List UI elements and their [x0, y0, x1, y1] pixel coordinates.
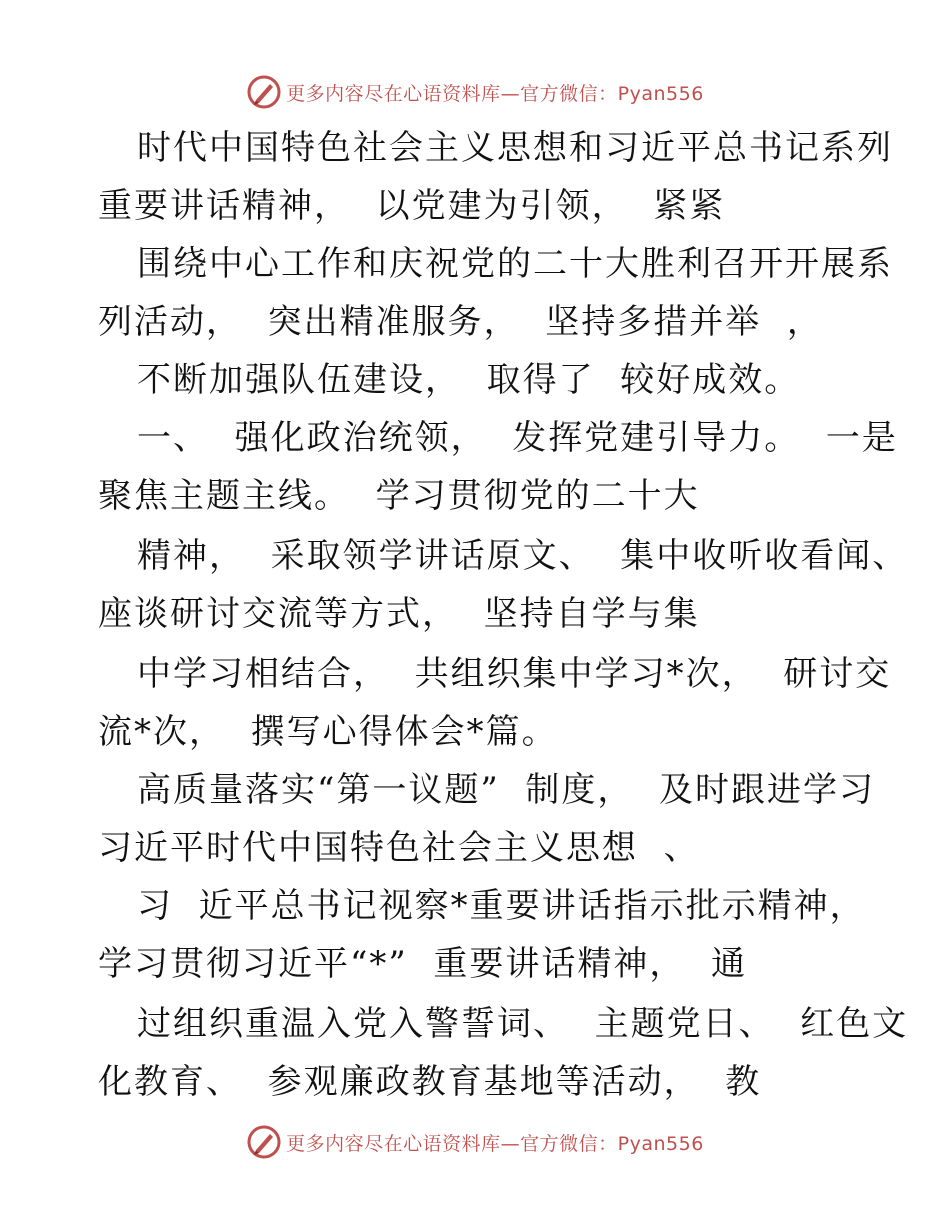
- text-line: 过组织重温入党入警誓词、 主题党日、 红色文: [137, 1004, 909, 1044]
- text-line: 化教育、 参观廉政教育基地等活动， 教: [98, 1062, 762, 1102]
- footer-watermark: [0, 1122, 950, 1162]
- text-line: 不断加强队伍建设， 取得了 较好成效。: [137, 360, 801, 400]
- text-line: 流*次， 撰写心得体会*篇。: [98, 712, 558, 752]
- text-line: 学习贯彻习近平“*” 重要讲话精神， 通: [98, 944, 747, 984]
- text-line: 高质量落实“第一议题” 制度， 及时跟进学习: [137, 770, 875, 810]
- text-line: 座谈研讨交流等方式， 坚持自学与集: [98, 594, 700, 634]
- text-line: 精神， 采取领学讲话原文、 集中收听收看闻、: [137, 536, 909, 576]
- pen-logo-icon: [246, 74, 282, 110]
- header-watermark: [0, 72, 950, 112]
- text-line: 中学习相结合， 共组织集中学习*次， 研讨交: [137, 654, 892, 694]
- text-line: 习 近平总书记视察*重要讲话指示批示精神，: [137, 886, 866, 926]
- watermark-text: 更多内容尽在心语资料库—官方微信：Pyan556: [286, 1132, 704, 1155]
- text-line: 时代中国特色社会主义思想和习近平总书记系列: [137, 128, 893, 168]
- pen-logo-icon: [246, 1124, 282, 1160]
- text-line: 重要讲话精神， 以党建为引领， 紧紧: [98, 186, 726, 226]
- text-line: 一、 强化政治统领， 发挥党建引导力。 一是: [137, 418, 898, 458]
- text-line: 聚焦主题主线。 学习贯彻党的二十大: [98, 476, 700, 516]
- text-line: 列活动， 突出精准服务， 坚持多措并举 ，: [98, 302, 823, 342]
- text-line: 习近平时代中国特色社会主义思想 、: [98, 828, 700, 868]
- watermark-text: 更多内容尽在心语资料库—官方微信：Pyan556: [286, 82, 704, 105]
- text-line: 围绕中心工作和庆祝党的二十大胜利召开开展系: [137, 244, 893, 284]
